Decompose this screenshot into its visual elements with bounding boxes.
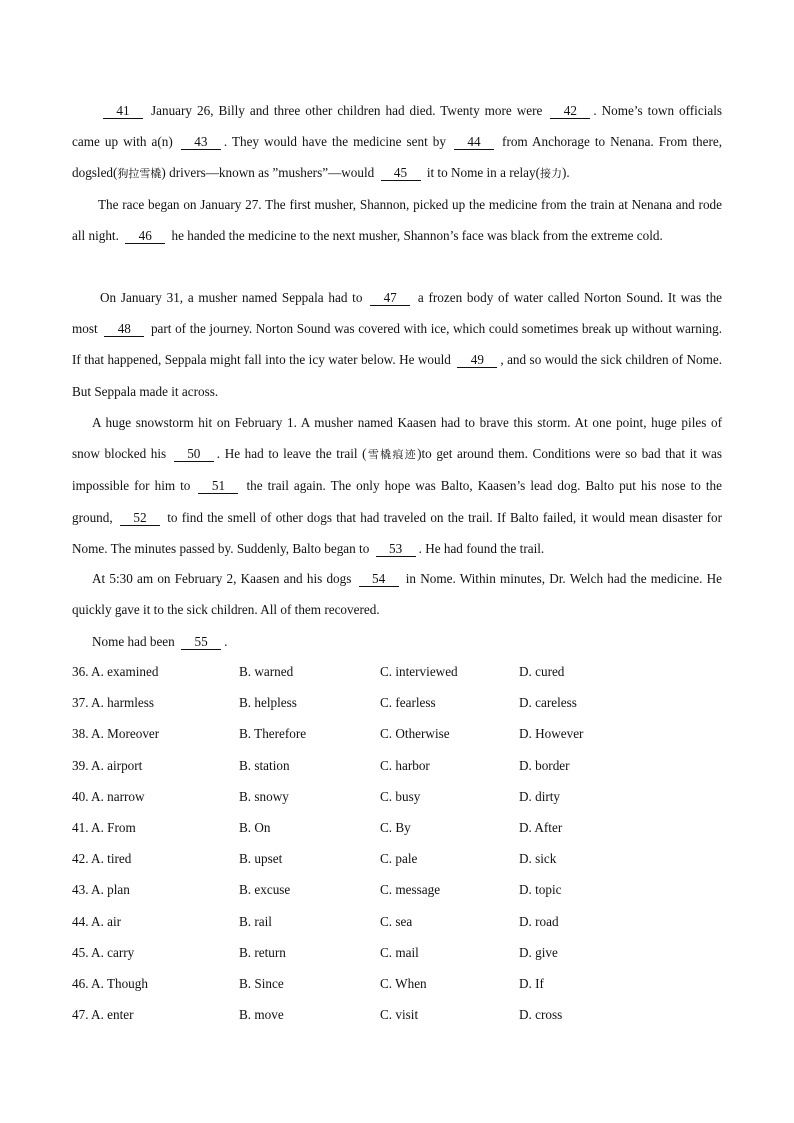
option-a: 40. A. narrow [72,788,145,804]
question-40 [72,781,722,812]
blank-54: 54 [359,572,399,587]
option-c: C. Otherwise [380,726,450,742]
question-41 [72,812,722,843]
option-b: B. station [239,757,290,773]
option-b: B. move [239,1007,284,1023]
text: . [224,634,228,649]
option-d: D. cross [519,1007,563,1023]
option-d: D. dirty [519,788,561,804]
question-39 [72,750,722,781]
option-a: 38. A. Moreover [72,726,160,742]
text: the trail again. The only hope was Balto, Kaasen’s lead dog. Balto put his nose to the ground, [72,478,722,525]
blank-41: 41 [103,104,143,119]
paragraph-3 [72,282,722,407]
paragraph-4 [72,407,722,564]
paragraph-5 [72,563,722,625]
option-b: B. Therefore [239,726,307,742]
question-46 [72,968,722,999]
option-d: D. After [519,819,563,835]
option-c: C. message [380,882,441,898]
text: he handed the medicine to the next musher, Shannon’s face was black from the extreme cold. [171,228,663,244]
text: )to get around them. Conditions were so bad that it was impossible for him to [72,446,723,494]
blank-49: 49 [457,353,497,368]
option-c: C. When [380,975,427,991]
blank-55: 55 [181,635,221,650]
question-36 [72,656,722,687]
text: a frozen body of water called Norton Sound. It was the most [72,290,723,337]
answer-options [72,656,722,1030]
question-38 [72,718,722,749]
question-44 [72,906,722,937]
option-d: D. sick [519,851,557,867]
question-45 [72,937,722,968]
option-a: 44. A. air [72,913,122,929]
option-a: 36. A. examined [72,664,159,679]
text: On January 31, a musher named Seppala had to [100,290,363,305]
text: ). [561,165,570,181]
blank-53: 53 [376,542,416,557]
option-a: 37. A. harmless [72,695,155,711]
option-a: 46. A. Though [72,975,148,991]
option-d: D. If [519,975,544,991]
text: from Anchorage to Nenana. From there, dogsled( [72,134,723,181]
question-43 [72,874,722,905]
option-b: B. excuse [239,882,291,898]
option-b: B. upset [239,851,283,867]
chinese-gloss: 接力 [539,167,562,181]
option-b: B. helpless [239,695,297,711]
option-c: C. pale [380,851,418,867]
blank-44: 44 [454,135,494,150]
text: . They would have the medicine sent by [223,134,446,150]
text: to find the smell of other dogs that had traveled on the trail. If Balto failed, it would mean disaster for Nome. The minutes passed by. Suddenly, Balto began to [72,509,722,556]
question-37 [72,687,722,718]
text: it to Nome in a relay( [426,165,540,181]
text: . Nome’s town officials came up with a(n) [72,103,723,150]
option-b: B. warned [239,664,294,679]
text: At 5:30 am on February 2, Kaasen and his dogs [92,571,352,586]
text: , and so would the sick children of Nome. But Seppala made it across. [72,352,723,399]
paragraph-2 [72,189,722,251]
blank-45: 45 [381,166,421,181]
option-a: 45. A. carry [72,944,135,960]
question-42 [72,843,722,874]
option-a: 47. A. enter [72,1007,134,1023]
text: in Nome. Within minutes, Dr. Welch had the medicine. He quickly gave it to the sick children. All of them recovered. [72,571,722,618]
blank-43: 43 [181,135,221,150]
option-b: B. snowy [239,788,289,804]
paragraph-6 [72,626,722,657]
option-d: D. careless [519,695,577,711]
text: . He had to leave the trail ( [216,446,367,462]
option-c: C. sea [380,913,413,929]
blank-47: 47 [370,291,410,306]
option-b: B. return [239,944,286,960]
option-d: D. border [519,757,570,773]
option-c: C. busy [380,788,421,804]
text: The race began on January 27. The first musher, Shannon, picked up the medicine from the train at Nenana and rode all night. [72,197,722,244]
option-a: 42. A. tired [72,851,132,867]
option-d: D. road [519,913,559,929]
blank-42: 42 [550,104,590,119]
option-d: D. topic [519,882,562,898]
option-b: B. On [239,819,271,835]
text: . He had found the trail. [418,540,545,556]
option-d: D. cured [519,664,565,679]
question-47 [72,999,722,1030]
blank-52: 52 [120,511,160,526]
option-c: C. mail [380,944,419,960]
text: A huge snowstorm hit on February 1. A musher named Kaasen had to brave this storm. At one point, huge piles of snow blocked his [72,415,722,462]
blank-48: 48 [104,322,144,337]
text: ) drivers—known as ”mushers”—would [161,165,375,181]
option-a: 39. A. airport [72,757,143,773]
blank-46: 46 [125,229,165,244]
blank-50: 50 [174,447,214,462]
chinese-gloss: 雪橇痕迹 [366,448,418,462]
text: Nome had been [92,634,175,649]
blank-51: 51 [198,479,238,494]
option-a: 43. A. plan [72,882,130,898]
option-a: 41. A. From [72,819,136,835]
option-c: C. fearless [380,695,436,711]
chinese-gloss: 狗拉雪橇 [117,167,162,181]
option-d: D. give [519,944,558,960]
option-b: B. rail [239,913,272,929]
text: part of the journey. Norton Sound was covered with ice, which could sometimes break up without warning. If that happened, Seppala might fall into the icy water below. He would [72,321,723,368]
option-b: B. Since [239,975,284,991]
paragraph-1 [72,95,722,190]
option-c: C. harbor [380,757,430,773]
option-c: C. interviewed [380,664,458,679]
option-d: D. However [519,726,584,742]
option-c: C. visit [380,1007,419,1023]
text: January 26, Billy and three other children had died. Twenty more were [151,103,543,118]
option-c: C. By [380,819,411,835]
